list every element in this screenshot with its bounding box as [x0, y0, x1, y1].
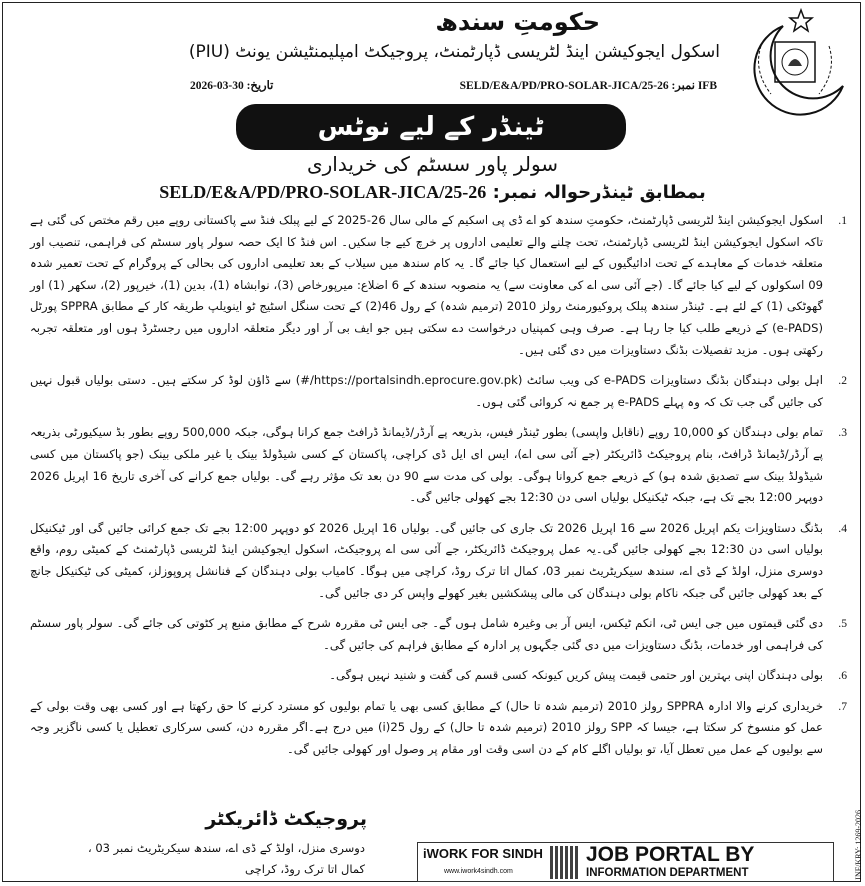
ifb-number: IFB نمبر: SELD/E&A/PD/PRO-SOLAR-JICA/25-26: [459, 80, 717, 92]
clause-text: اہل بولی دہندگان بڈنگ دستاویزات e-PADS کی ویب سائٹ (https://portalsindh.eprocure.gov.pk/#) سے ڈاؤن لوڈ کر سکتے ہیں۔ دستی بولیاں قبول نہیں کی جائیں گی جب تک کہ وہ پہلے e-PADS پر جمع نہ کروائی گئی ہوں۔: [30, 373, 824, 409]
clause-text: تمام بولی دہندگان کو 10,000 روپے (ناقابل واپسی) بطور ٹینڈر فیس، بذریعہ پے آرڈر/ڈیمانڈ ڈرافٹ جمع کرانا ہوگی، جبکہ 500,000 روپے بطور بڈ سیکیورٹی بذریعہ پے آرڈر/ڈیمانڈ ڈرافٹ، بنام پروجیکٹ ڈائریکٹر (جے آئی سی اے)، ایس ای ایل ڈی کراچی، پاکستان کے کسی شیڈولڈ بینک یا غیر ملکی بینک (جو پاکستان میں کسی شیڈولڈ بینک سے تصدیق شدہ ہو) کے ذریعے جمع کروانا ہوگی۔ بولی کی مدت سے 90 دن بعد تک مؤثر رہے گی۔ بولیاں جمع کرانے کی آخری تاریخ 16 اپریل 2026 دوپہر 12:00 بجے تک ہے، جبکہ ٹیکنیکل بولیاں اسی دن 12:30 بجے کھولی جائیں گی۔: [30, 425, 823, 505]
clause-number: 5.: [838, 617, 847, 631]
clause: [30, 665, 847, 687]
clause-number: 3.: [838, 426, 847, 440]
notice-body: [30, 210, 847, 770]
reference-label: بمطابق ٹینڈرحوالہ نمبر:: [492, 182, 706, 203]
inf-code: INF/KRY: 1269-2026: [854, 810, 863, 880]
clause-text: اسکول ایجوکیشن اینڈ لٹریسی ڈپارٹمنٹ، حکومتِ سندھ کو اے ڈی پی اسکیم کے مالی سال 26-2025 کے لیے پبلک فنڈ سے پاکستانی روپے میں رقم مختص کی گئی ہے تاکہ اسکول ایجوکیشن اینڈ لٹریسی ڈپارٹمنٹ، تحت چلنے والے تعلیمی اداروں پر خرچ کیے جا سکیں۔ اس فنڈ کا ایک حصہ سولر پاور سسٹم کی فراہمی، تنصیب اور متعلقہ خدمات کے معاہدے کے تحت ادائیگیوں کے لیے استعمال کیا جائے گا۔ یہ کام سندھ میں سیلاب کے بعد تعلیمی اداروں کی بحالی کے پروگرام کے تحت تعمیر شدہ 09 اسکولوں کے لیے کیا جائے گا۔ (جے آئی سی اے کی معاونت سے) یہ منصوبہ سندھ کے 6 اضلاع: میرپورخاص (3)، نوابشاہ (1)، بدین (1)، خیرپور (2)، سکھر (1) اور گھوٹکی (1) کے لئے ہے۔ ٹینڈر سندھ پبلک پروکیورمنٹ رولز 2010 (ترمیم شدہ) کے رول 46(2) کے تحت سنگل اسٹیج ٹو اینویلپ طریقہ کار کے مطابق SPPRA پورٹل (e-PADS) کے ذریعے طلب کیا جا رہا ہے۔ صرف وہی کمپنیاں درخواست دے سکتی ہیں جو ایف بی آر اور دیگر متعلقہ اداروں میں رجسٹرڈ ہوں اور متعلقہ تجربہ رکھتی ہوں۔ مزید تفصیلات بڈنگ دستاویزات میں دی گئی ہیں۔: [30, 213, 824, 357]
clause: [30, 210, 847, 361]
iwork-brand: iWORK FOR SINDH: [423, 846, 543, 861]
clause-number: 2.: [838, 374, 847, 388]
clause-number: 6.: [838, 669, 847, 683]
clause: [30, 613, 847, 656]
clause-number: 1.: [838, 214, 847, 227]
job-portal-ad: [417, 842, 834, 882]
clause-text: بڈنگ دستاویزات یکم اپریل 2026 سے 16 اپریل 2026 تک جاری کی جائیں گی۔ بولیاں 16 اپریل 2026 کو دوپہر 12:00 بجے تک جمع کرائی جائیں گی اور ٹیکنیکل بولیاں اسی دن 12:30 بجے کھولی جائیں گی۔یہ عمل پروجیکٹ ڈائریکٹر، جے آئی سی اے پروجیکٹ، اسکول ایجوکیشن اینڈ لٹریسی ڈپارٹمنٹ کے کمیٹی روم، واقع دوسری منزل، اولڈ کے ڈی اے، سندھ سیکریٹریٹ نمبر 03، کمال اتا ترک روڈ، کراچی میں ہوگا۔ کامیاب بولی دہندگان کے فنانشل پروپوزلز، کمیٹی کی ٹیکنیکل جانچ کے بعد کھولی جائیں گی جبکہ ناکام بولی دہندگان کی مالی پیشکشیں بغیر کھولے واپس کر دی جائیں گی۔: [30, 520, 823, 600]
tender-notice-banner: ٹینڈر کے لیے نوٹس: [236, 104, 626, 150]
office-address: [88, 838, 365, 880]
notice-date: تاریخ: 30-03-2026: [190, 80, 274, 92]
notice-subtitle: سولر پاور سسٹم کی خریداری: [306, 152, 559, 176]
iwork-url[interactable]: www.iwork4sindh.com: [444, 868, 513, 875]
sindh-government-logo: [733, 6, 851, 118]
address-line: دوسری منزل، اولڈ کے ڈی اے، سندھ سیکریٹریٹ نمبر 03 ،: [87, 841, 365, 855]
clause: [30, 422, 847, 508]
clause-text: دی گئی قیمتوں میں جی ایس ٹی، انکم ٹیکس، ایس آر بی وغیرہ شامل ہوں گے۔ جی ایس ٹی مقررہ شرح کے مطابق منبع پر کٹوتی کی جائے گی۔ سولر پاور سسٹم کی فراہمی اور خدمات، بڈنگ دستاویزات میں دی گئی جگہوں پر ادارہ کے مطابق فراہم کی جائیں گی۔: [30, 616, 823, 652]
clause-number: 7.: [838, 699, 847, 713]
reference-code: SELD/E&A/PD/PRO-SOLAR-JICA/25-26: [159, 182, 487, 202]
government-title: حکومتِ سندھ: [435, 8, 600, 36]
clause-text: بولی دہندگان اپنی بہترین اور حتمی قیمت پیش کریں کیونکہ کسی قسم کی گفت و شنید نہیں ہوگی۔: [329, 668, 823, 683]
project-director-title: پروجیکٹ ڈائریکٹر: [205, 808, 367, 830]
department-name: اسکول ایجوکیشن اینڈ لٹریسی ڈپارٹمنٹ، پروجیکٹ امپلیمنٹیشن یونٹ (PIU): [188, 42, 720, 62]
ad-subline: INFORMATION DEPARTMENT: [586, 867, 749, 879]
clause: [30, 518, 847, 604]
address-line: کمال اتا ترک روڈ، کراچی: [245, 862, 365, 876]
qr-code-icon: [550, 846, 580, 879]
clause-number: 4.: [838, 521, 847, 535]
tender-reference: [0, 182, 865, 203]
clause: [30, 696, 847, 761]
clause-text: خریداری کرنے والا ادارہ SPPRA رولز 2010 (ترمیم شدہ تا حال) کے مطابق کسی بھی یا تمام بولیوں کو مسترد کرنے کا حق رکھتا ہے اور کسی بھی وقت بولی کے عمل کو منسوخ کر سکتا ہے، جیسا کہ SPP رولز 2010 (ترمیم شدہ تا حال) کے رول 25(i) میں درج ہے۔اگر مقررہ دن، کسی سرکاری تعطیل یا کسی ناگزیر وجہ سے بولیوں کے عمل میں تعطل آیا، تو بولیاں اگلے کام کے دن اسی وقت اور مقام پر وصول اور کھولی جائیں گی۔: [30, 698, 824, 757]
ad-headline: JOB PORTAL BY: [586, 843, 755, 866]
clause: [30, 370, 847, 413]
